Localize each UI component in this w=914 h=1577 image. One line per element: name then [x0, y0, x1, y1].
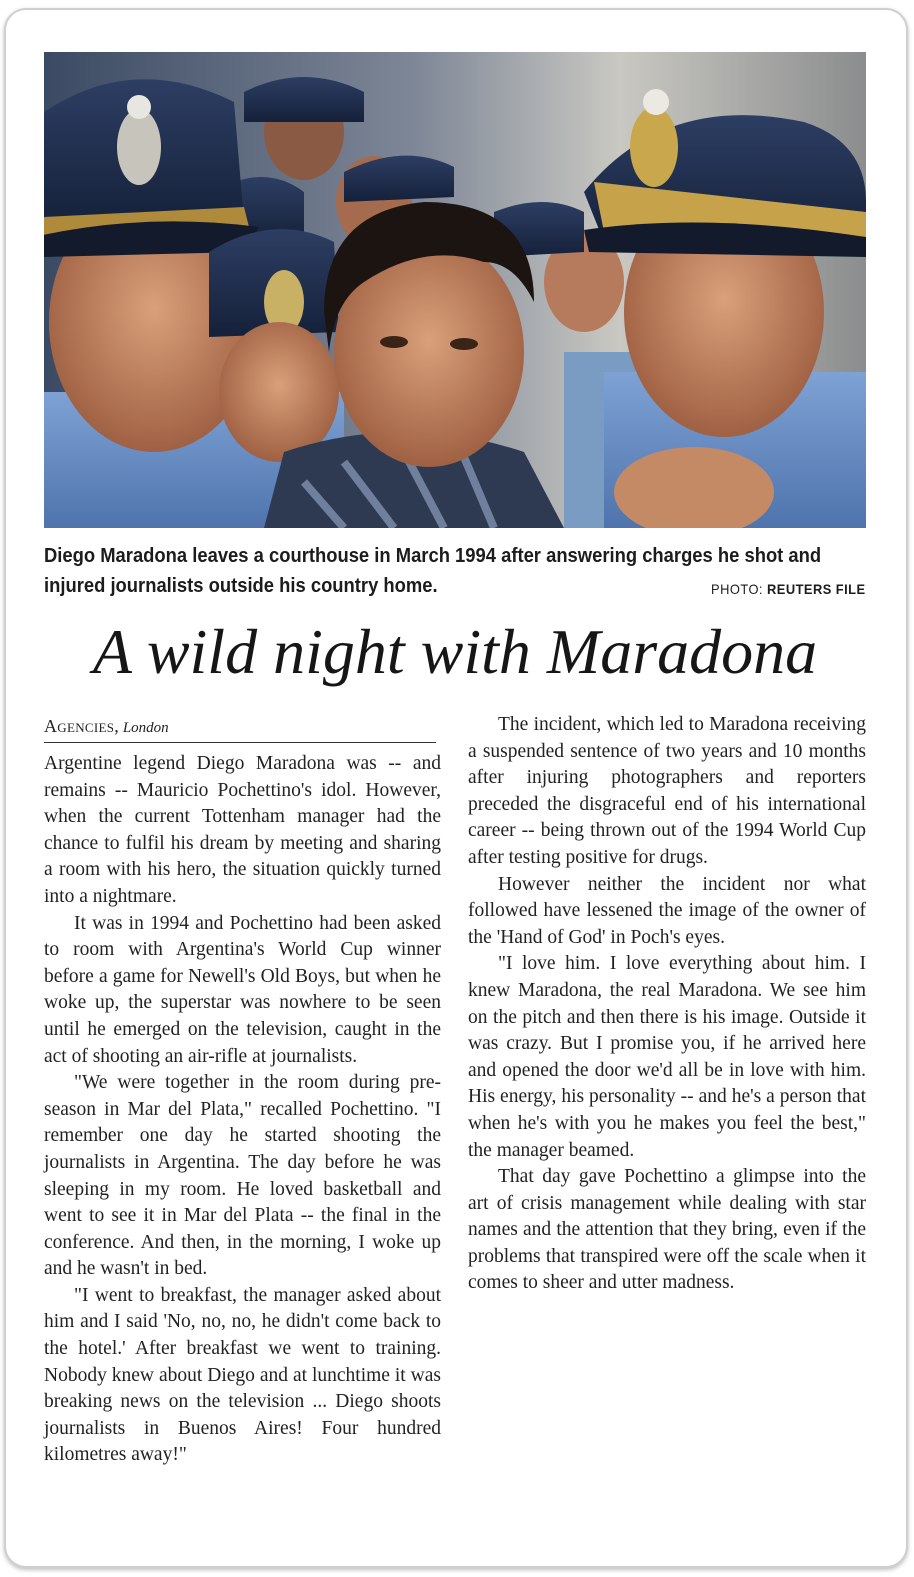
body-paragraph-3: "We were together in the room during pre-season in Mar del Plata," recalled Pochettino. "I remember one day he started shooting the journalists in Argentina. The day before he was sleeping in my room. He loved basketball and went to see it in Mar del Plata -- the final in the conference. And then, in the morning, I woke up and he wasn't in bed.	[44, 1072, 441, 1280]
article-column-right	[468, 712, 866, 1297]
article-column-left	[44, 712, 441, 1469]
body-paragraph-8: That day gave Pochettino a glimpse into the art of crisis management while dealing with star names and the attention that they bring, even if the problems that transpired were off the scale when it comes to sheer and utter madness.	[468, 1166, 866, 1294]
body-paragraph-6: However neither the incident nor what followed have lessened the image of the owner of the 'Hand of God' in Poch's eyes.	[468, 873, 866, 948]
credit-prefix: PHOTO:	[711, 581, 763, 597]
body-paragraph-5: The incident, which led to Maradona receiving a suspended sentence of two years and 10 months after injuring photographers and reporters preceded the disgraceful end of his international career -- being thrown out of the 1994 World Cup after testing positive for drugs.	[468, 714, 866, 868]
photo-credit	[711, 574, 866, 604]
dateline	[44, 712, 436, 743]
photo-caption	[44, 541, 866, 604]
body-paragraph-2: It was in 1994 and Pochettino had been asked to room with Argentina's World Cup winner before a game for Newell's Old Boys, but when he woke up, the superstar was nowhere to be seen until he emerged on the television, caught in the act of shooting an air-rifle at journalists.	[44, 912, 441, 1067]
dateline-location: London	[122, 720, 169, 736]
article-headline: A wild night with Maradona	[92, 616, 818, 687]
dateline-source: Agencies,	[44, 716, 120, 736]
article-photo	[44, 52, 866, 528]
caption-text: Diego Maradona leaves a courthouse in March 1994 after answering charges he shot and injured journalists outside his country home.	[44, 545, 822, 597]
credit-source: REUTERS FILE	[767, 581, 866, 597]
police-escort-photo-icon	[44, 52, 866, 528]
body-paragraph-4: "I went to breakfast, the manager asked about him and I said 'No, no, no, he didn't come back to the hotel.' After breakfast we went to training. Nobody knew about Diego and at lunchtime it was breaking news on the television ... Diego shoots journalists in Buenos Aires! Four hundred kilometres away!"	[44, 1284, 441, 1466]
body-paragraph-7: "I love him. I love everything about him. I knew Maradona, the real Maradona. We see him on the pitch and then there is his image. Outside it was crazy. But I promise you, if he arrived here and opened the door we'd all be in love with him. His energy, his personality -- and he's a person that when he's with you he makes you feel the best," the manager beamed.	[468, 953, 866, 1161]
body-paragraph-1: Argentine legend Diego Maradona was -- and remains -- Mauricio Pochettino's idol. However, when the current Tottenham manager had the chance to fulfil his dream by meeting and sharing a room with his hero, the situation quickly turned into a nightmare.	[44, 753, 441, 907]
